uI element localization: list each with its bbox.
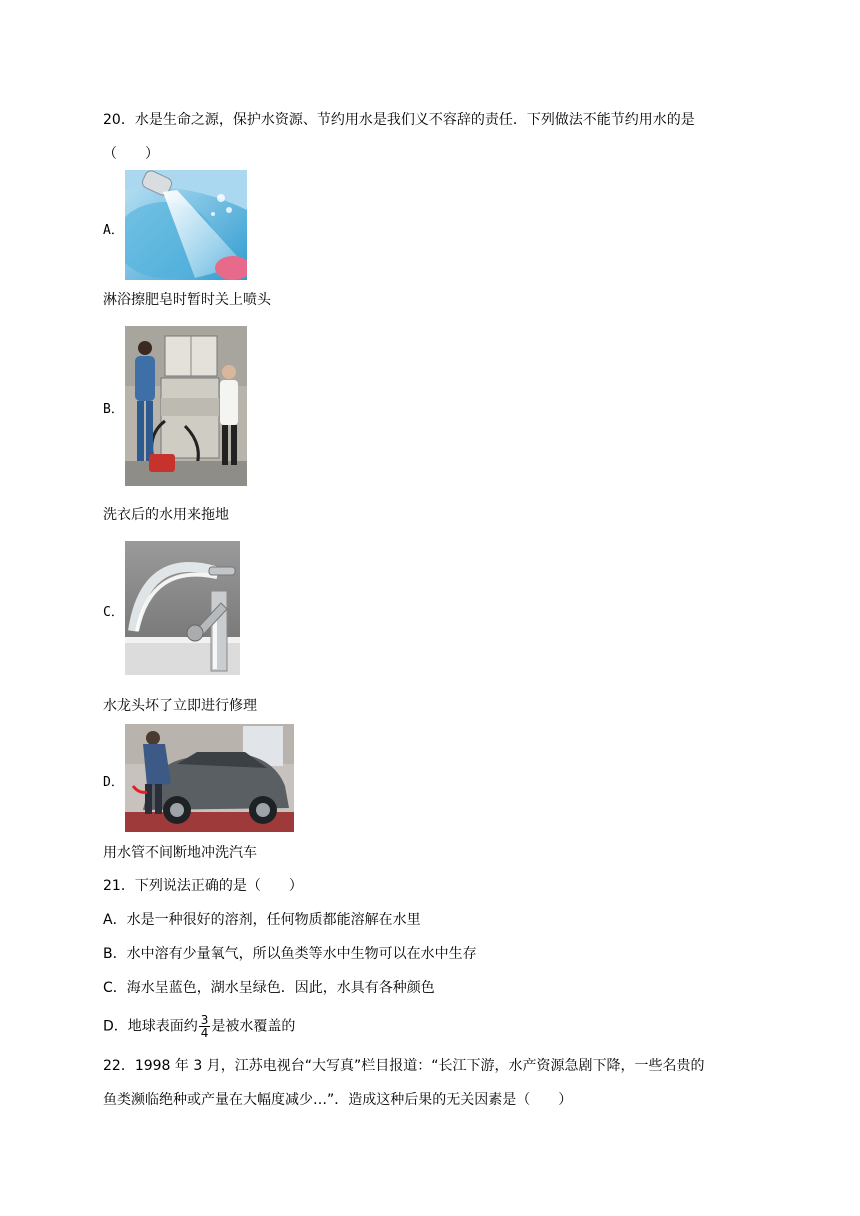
q21-option-d-suffix: 是被水覆盖的 <box>211 1018 296 1035</box>
q20-option-b-letter: B． <box>103 402 124 417</box>
q20-blank: （ ） <box>103 146 159 162</box>
fraction-numerator: 3 <box>200 1013 209 1027</box>
faucet-photo <box>125 541 240 675</box>
q22-stem-line-1: 22．1998 年 3 月，江苏电视台“大写真”栏目报道：“长江下游，水产资源急剧下降，一些名贵的 <box>103 1058 705 1074</box>
q22-stem-line-2: 鱼类濒临绝种或产量在大幅度减少…”．造成这种后果的无关因素是（ ） <box>103 1092 573 1108</box>
fraction-three-quarters <box>199 1014 211 1039</box>
q20-option-c-caption: 水龙头坏了立即进行修理 <box>103 698 257 714</box>
q20-option-c-letter: C． <box>103 605 124 620</box>
q21-option-c: C．海水呈蓝色，湖水呈绿色．因此，水具有各种颜色 <box>103 980 435 996</box>
car-wash-photo <box>125 724 294 832</box>
washing-water-reuse-photo <box>125 326 247 486</box>
q21-option-a: A．水是一种很好的溶剂，任何物质都能溶解在水里 <box>103 912 421 928</box>
q20-stem: 20．水是生命之源，保护水资源、节约用水是我们义不容辞的责任．下列做法不能节约用水的是 <box>103 112 695 128</box>
q20-option-d-letter: D． <box>103 775 124 790</box>
q20-option-a-letter: A． <box>103 223 124 238</box>
q21-option-d-prefix: D．地球表面约 <box>103 1018 198 1035</box>
q21-stem: 21．下列说法正确的是（ ） <box>103 878 303 894</box>
shower-head-photo <box>125 170 247 280</box>
q20-option-d-caption: 用水管不间断地冲洗汽车 <box>103 845 257 861</box>
q21-option-b: B．水中溶有少量氧气，所以鱼类等水中生物可以在水中生存 <box>103 946 477 962</box>
fraction-denominator: 4 <box>200 1026 209 1040</box>
q20-option-b-caption: 洗衣后的水用来拖地 <box>103 507 229 523</box>
q21-option-d <box>103 1014 295 1039</box>
q20-option-a-caption: 淋浴擦肥皂时暂时关上喷头 <box>103 292 271 308</box>
